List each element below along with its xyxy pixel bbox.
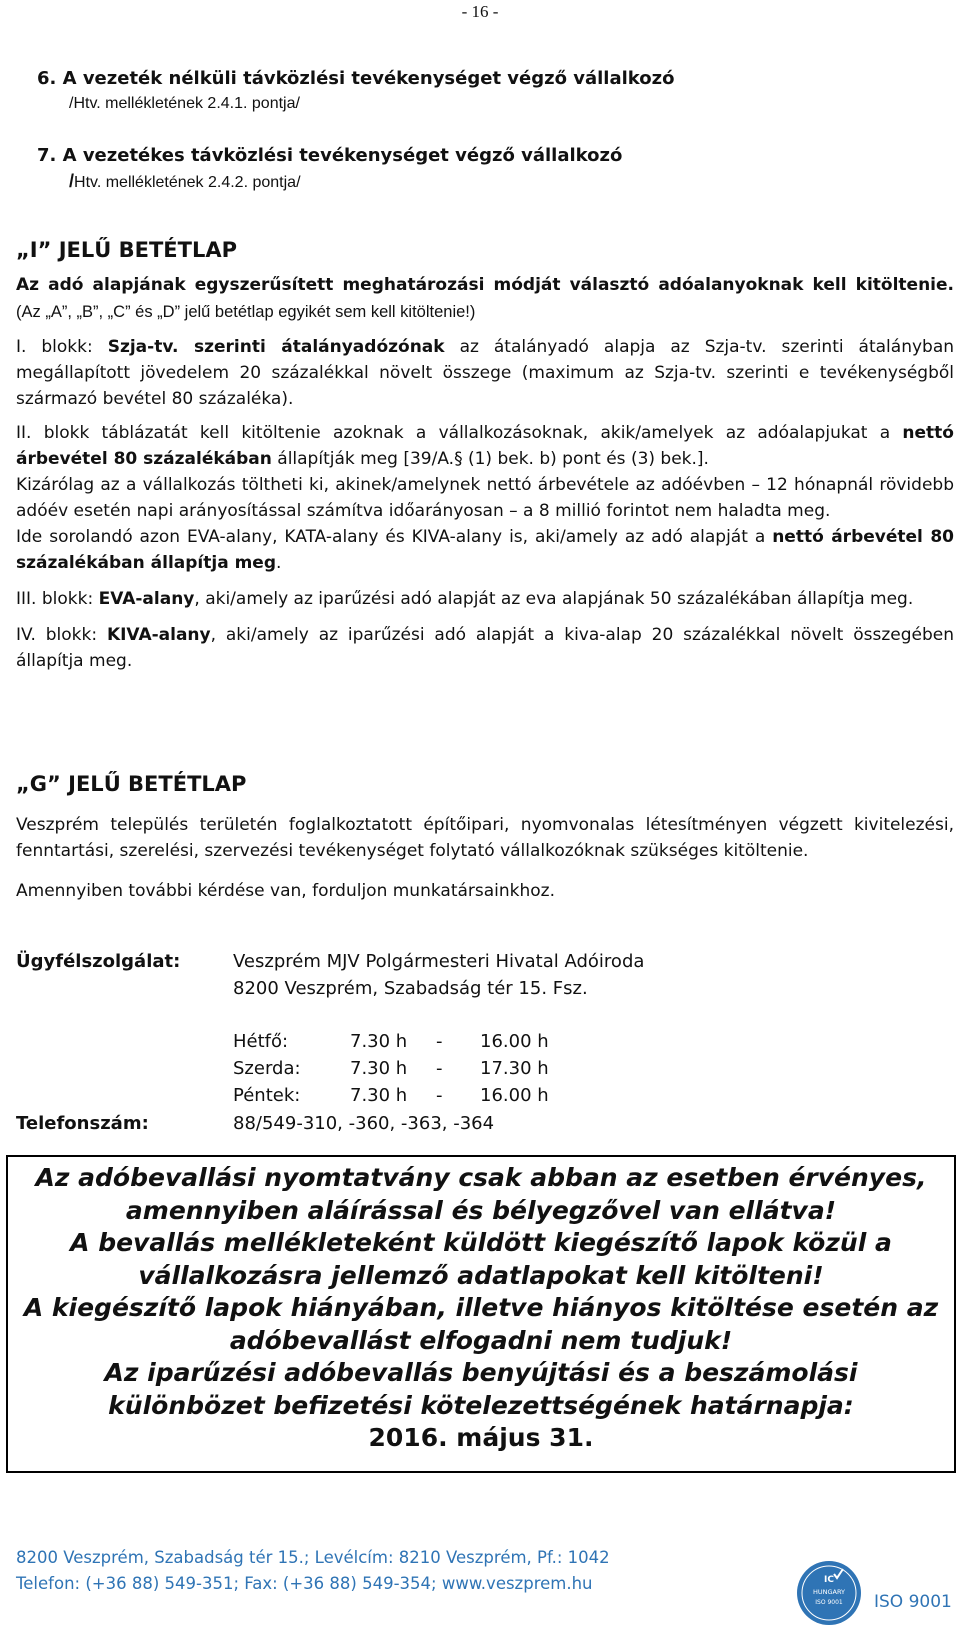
hours-dash: - — [436, 1031, 443, 1052]
block-iii-bold: EVA-alany — [98, 589, 195, 609]
block-ii-bold: nettó árbevétel 80 százalékában — [16, 423, 954, 469]
contact-question: Amennyiben további kérdése van, forduljon munkatársainkhoz. — [16, 881, 556, 901]
notice-box — [6, 1155, 956, 1473]
g-sheet-text: Veszprém település területén foglalkoztatott építőipari, nyomvonalas létesítményen végzett kivitelezési, fenntartási, szerelési, szervezési tevékenységet folytató vállalkozóknak szükséges kitöltenie. — [16, 815, 954, 861]
logo-text-hungary: HUNGARY — [812, 1588, 846, 1596]
item-7-ref-slash: / — [69, 171, 75, 191]
block-ii-b: állapítják meg [39/A.§ (1) bek. b) pont és (3) bek.]. — [271, 449, 709, 469]
notice-deadline: 2016. május 31. — [368, 1423, 594, 1452]
notice-line: különbözet befizetési kötelezettségének határnapja: — [108, 1390, 854, 1420]
hours-day: Péntek: — [233, 1085, 301, 1106]
block-iii-label: III. blokk: — [16, 589, 99, 609]
i-sheet-intro-bold: Az adó alapjának egyszerűsített meghatározási módját választó adóalanyoknak kell kitöltenie. — [16, 275, 954, 295]
iso-certification-logo-icon — [796, 1560, 862, 1626]
notice-line: Az iparűzési adóbevallás benyújtási és a beszámolási — [104, 1358, 858, 1387]
hours-from: 7.30 h — [350, 1058, 408, 1079]
hours-to: 16.00 h — [480, 1031, 549, 1052]
block-ii-d-end: . — [276, 553, 282, 573]
item-7-title: 7. A vezetékes távközlési tevékenységet végző vállalkozó — [37, 145, 623, 166]
block-ii-eva-kata — [16, 524, 954, 576]
item-7-ref: Htv. mellékletének 2.4.2. pontja/ — [74, 174, 301, 191]
hours-to: 16.00 h — [480, 1085, 549, 1106]
hours-day: Szerda: — [233, 1058, 301, 1079]
block-i-text — [16, 334, 954, 412]
item-6-title: 6. A vezeték nélküli távközlési tevékenységet végző vállalkozó — [37, 68, 675, 89]
hours-from: 7.30 h — [350, 1085, 408, 1106]
g-sheet-section — [16, 770, 954, 904]
block-i-label: I. blokk: — [16, 337, 108, 357]
logo-text-ic: IC — [824, 1575, 834, 1585]
block-ii-d: Ide sorolandó azon EVA-alany, KATA-alany és KIVA-alany is, aki/amely az adó alapját a — [16, 527, 773, 547]
phone-value: 88/549-310, -360, -363, -364 — [233, 1113, 495, 1134]
i-sheet-section — [16, 236, 954, 674]
hours-dash: - — [436, 1058, 443, 1079]
block-ii-condition: Kizárólag az a vállalkozás töltheti ki, akinek/amelynek nettó árbevétele az adóévben – 12 hónapnál rövidebb adóév esetén napi arányosítással számítva időarányosan – a 8 millió forintot nem haladta meg. — [16, 475, 954, 521]
notice-line: A bevallás mellékleteként küldött kiegészítő lapok közül a — [70, 1228, 892, 1257]
notice-line: vállalkozásra jellemző adatlapokat kell kitölteni! — [138, 1260, 824, 1290]
notice-line: amennyiben aláírással és bélyegzővel van ellátva! — [125, 1195, 837, 1225]
phone-label: Telefonszám: — [16, 1113, 149, 1134]
i-sheet-intro-note: (Az „A”, „B”, „C” és „D” jelű betétlap egyikét sem kell kitöltenie!) — [16, 303, 476, 321]
logo-text-iso: ISO 9001 — [815, 1599, 843, 1606]
hours-dash: - — [436, 1085, 443, 1106]
block-i-rest: az átalányadó alapja az Szja-tv. szerinti átalányban megállapított jövedelem 20 százalékkal növelt összege (maximum az Szja-tv. szerinti e tevékenységből származó bevétel 80 százaléka). — [16, 337, 955, 409]
block-iv-rest: , aki/amely az iparűzési adó alapját a kiva-alap 20 százalékkal növelt összegében állapítja meg. — [16, 625, 954, 671]
office-address: 8200 Veszprém, Szabadság tér 15. Fsz. — [233, 978, 588, 999]
block-ii-a: II. blokk táblázatát kell kitöltenie azoknak a vállalkozásoknak, akik/amelyek az adóalapjukat a — [16, 423, 903, 443]
footer-line-1: 8200 Veszprém, Szabadság tér 15.; Levélcím: 8210 Veszprém, Pf.: 1042 — [16, 1548, 610, 1567]
footer-line-2: Telefon: (+36 88) 549-351; Fax: (+36 88) 549-354; www.veszprem.hu — [16, 1574, 593, 1593]
item-6-ref: /Htv. mellékletének 2.4.1. pontja/ — [69, 95, 300, 112]
hours-day: Hétfő: — [233, 1031, 289, 1052]
block-iii-rest: , aki/amely az iparűzési adó alapját az eva alapjának 50 százalékában állapítja meg. — [194, 589, 914, 609]
i-sheet-title: „I” JELŰ BETÉTLAP — [16, 238, 238, 262]
block-iv-text — [16, 622, 954, 674]
hours-from: 7.30 h — [350, 1031, 408, 1052]
item-7 — [37, 143, 937, 195]
office-name: Veszprém MJV Polgármesteri Hivatal Adóiroda — [233, 951, 645, 972]
page-number: - 16 - — [461, 2, 499, 21]
item-6 — [37, 66, 937, 116]
notice-line: A kiegészítő lapok hiányában, illetve hiányos kitöltése esetén az — [23, 1293, 939, 1322]
notice-line: Az adóbevallási nyomtatvány csak abban az esetben érvényes, — [35, 1163, 927, 1192]
iso-label: ISO 9001 — [874, 1592, 952, 1612]
g-sheet-title: „G” JELŰ BETÉTLAP — [16, 772, 247, 796]
block-i-bold: Szja-tv. szerinti átalányadózónak — [107, 337, 445, 357]
hours-to: 17.30 h — [480, 1058, 549, 1079]
block-iv-bold: KIVA-alany — [106, 625, 211, 645]
notice-line: adóbevallást elfogadni nem tudjuk! — [229, 1325, 733, 1355]
block-ii-d-bold: nettó árbevétel 80 százalékában állapítja meg — [16, 527, 954, 573]
i-sheet-intro — [16, 272, 954, 326]
service-label: Ügyfélszolgálat: — [16, 951, 181, 972]
footer-address — [16, 1545, 610, 1597]
block-iii-text — [16, 586, 954, 612]
block-iv-label: IV. blokk: — [16, 625, 107, 645]
block-ii-text — [16, 420, 954, 472]
